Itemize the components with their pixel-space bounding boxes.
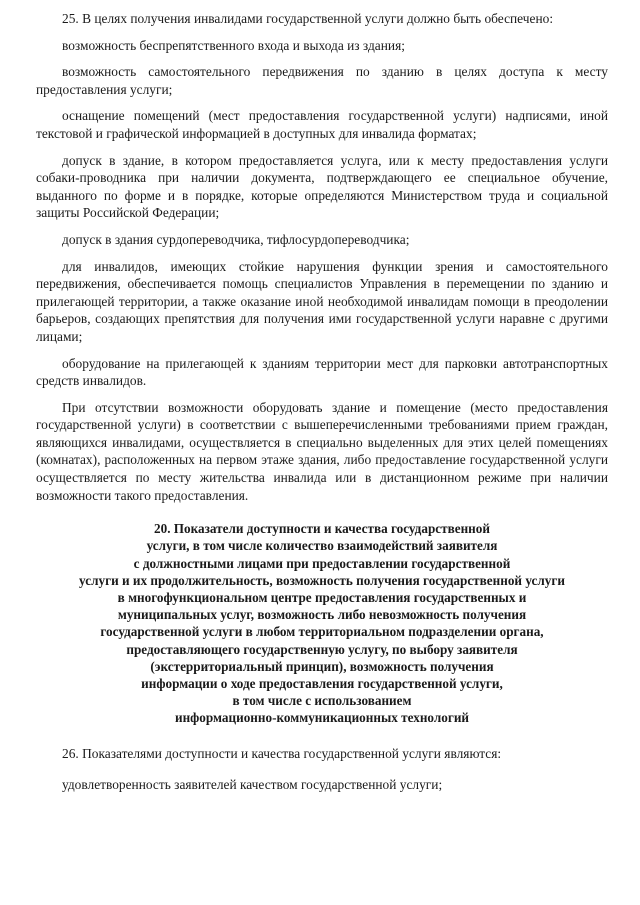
paragraph-guide-dog: допуск в здание, в котором предоставляется услуга, или к месту предоставления услуги собаки-проводника при наличии документа, подтверждающего ее специальное обучение, выданного по форме и в порядке, которые определяются Министерством труда и социальной защиты Российской Федерации; [36, 152, 608, 221]
paragraph-alternative: При отсутствии возможности оборудовать здание и помещение (место предоставления государственной услуги) в соответствии с вышеперечисленными требованиями прием граждан, являющихся инвалидами, осуществляется в специально выделенных для этих целей помещениях (комнатах), расположенных на первом этаже здания, либо предоставление государственной услуги осуществляется по месту жительства инвалида или в дистанционном режиме при наличии возможности такого предоставления. [36, 399, 608, 503]
paragraph-entrance: возможность беспрепятственного входа и выхода из здания; [62, 37, 405, 53]
heading-line: информации о ходе предоставления государственной услуги, [141, 676, 503, 692]
heading-line: информационно-коммуникационных технологий [174, 710, 470, 726]
heading-line: услуги и их продолжительность, возможность получения государственной услуги [79, 572, 565, 588]
section-heading-20 [36, 520, 608, 726]
paragraph-26: 26. Показателями доступности и качества государственной услуги являются: [62, 745, 502, 761]
paragraph-interpreter: допуск в здания сурдопереводчика, тифлосурдопереводчика; [62, 231, 410, 247]
paragraph-assistance: для инвалидов, имеющих стойкие нарушения функции зрения и самостоятельного передвижения, обеспечивается помощь специалистов Управления в перемещении по зданию и прилегающей территории, а также оказание иной необходимой инвалидам помощи в преодолении барьеров, создающих препятствия для получения ими государственной услуги наравне с другими лицами; [36, 258, 608, 344]
heading-line: предоставляющего государственную услугу, по выбору заявителя [126, 641, 518, 657]
heading-line: государственной услуги в любом территориальном подразделении органа, [100, 624, 544, 640]
heading-line: муниципальных услуг, возможность либо невозможность получения [117, 607, 527, 623]
paragraph-signage: оснащение помещений (мест предоставления государственной услуги) надписями, иной текстовой и графической информацией в доступных для инвалида форматах; [36, 108, 608, 141]
heading-line: услуги, в том числе количество взаимодействий заявителя [146, 538, 498, 554]
paragraph-parking: оборудование на прилегающей к зданиям территории мест для парковки автотранспортных средств инвалидов. [36, 355, 608, 389]
paragraph-movement: возможность самостоятельного передвижения по зданию в целях доступа к месту предоставления услуги; [36, 64, 608, 97]
heading-line: 20. Показатели доступности и качества государственной [154, 521, 490, 537]
heading-line: в многофункциональном центре предоставления государственных и [117, 590, 527, 606]
heading-line: в том числе с использованием [232, 693, 412, 709]
heading-line: с должностными лицами при предоставлении государственной [133, 555, 511, 571]
heading-line: (экстерриториальный принцип), возможность получения [150, 658, 494, 674]
paragraph-satisfaction: удовлетворенность заявителей качеством государственной услуги; [62, 777, 443, 793]
paragraph-25: 25. В целях получения инвалидами государственной услуги должно быть обеспечено: [62, 11, 554, 26]
